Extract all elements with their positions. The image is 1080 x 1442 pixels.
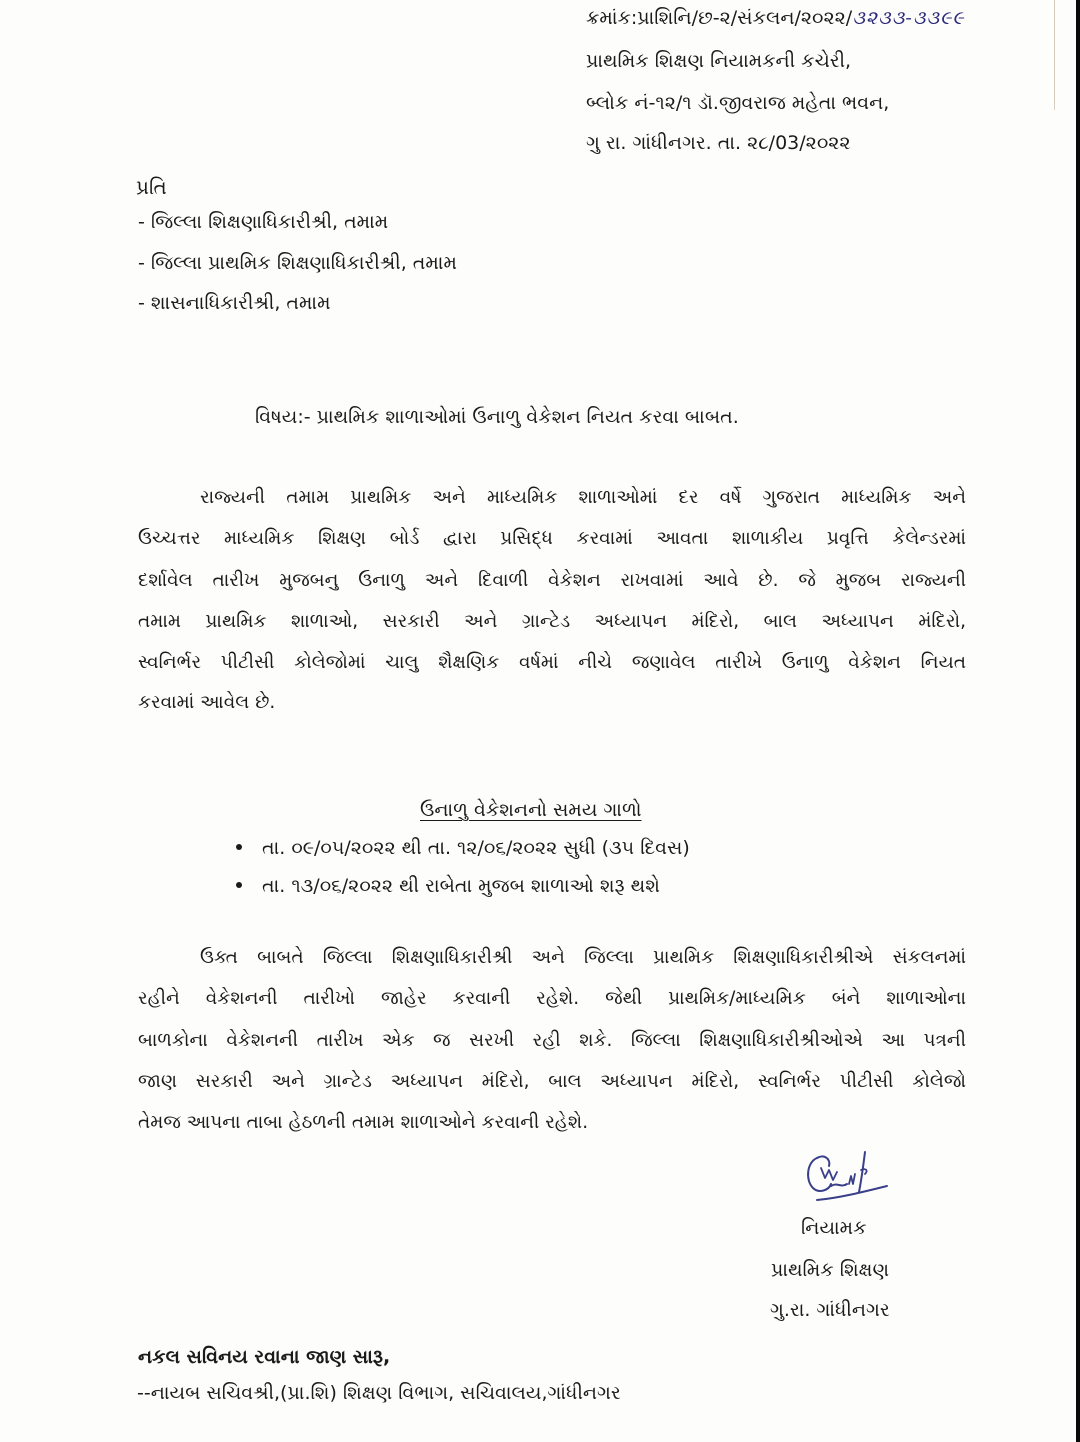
vacation-item bbox=[236, 836, 690, 860]
copy-to-item: --નાયબ સચિવશ્રી,(પ્રા.શિ) શિક્ષણ વિભાગ, સચિવાલય,ગાંધીનગર bbox=[137, 1382, 621, 1404]
paragraph2-line: બાળકોના વેકેશનની તારીખ એક જ સરખી રહી શકે. જિલ્લા શિક્ષણાધિકારીશ્રીઓએ આ પત્રની bbox=[138, 1030, 966, 1051]
scan-edge-border bbox=[1076, 0, 1080, 1442]
copy-to-label: નકલ સવિનય રવાના જાણ સારૂ, bbox=[138, 1346, 391, 1368]
office-address: બ્લોક નં-૧૨/૧ ડૉ.જીવરાજ મહેતા ભવન, bbox=[586, 92, 890, 114]
recipient-item: - શાસનાધિકારીશ્રી, તમામ bbox=[138, 292, 331, 314]
recipients-label: પ્રતિ bbox=[136, 175, 167, 199]
bullet-icon bbox=[236, 844, 242, 850]
office-name: પ્રાથમિક શિક્ષણ નિયામકની કચેરી, bbox=[586, 50, 852, 72]
paragraph1-line: તમામ પ્રાથમિક શાળાઓ, સરકારી અને ગ્રાન્ટેડ અધ્યાપન મંદિરો, બાલ અધ્યાપન મંદિરો, bbox=[138, 611, 966, 632]
paragraph1-line: કરવામાં આવેલ છે. bbox=[138, 692, 276, 713]
paragraph1-line: દર્શાવેલ તારીખ મુજબનુ ઉનાળુ અને દિવાળી વેકેશન રાખવામાં આવે છે. જે મુજબ રાજ્યની bbox=[138, 570, 966, 591]
recipient-item: - જિલ્લા પ્રાથમિક શિક્ષણાધિકારીશ્રી, તમામ bbox=[138, 252, 457, 274]
paragraph2-line: જાણ સરકારી અને ગ્રાન્ટેડ અધ્યાપન મંદિરો, બાલ અધ્યાપન મંદિરો, સ્વનિર્ભર પીટીસી કોલેજો bbox=[138, 1071, 966, 1092]
vacation-item bbox=[236, 874, 660, 898]
paragraph1-line: સ્વનિર્ભર પીટીસી કોલેજોમાં ચાલુ શૈક્ષણિક વર્ષમાં નીચે જણાવેલ તારીખે ઉનાળુ વેકેશન નિયત bbox=[138, 652, 966, 673]
signatory-title: નિયામક bbox=[801, 1217, 867, 1239]
recipient-item: - જિલ્લા શિક્ષણાધિકારીશ્રી, તમામ bbox=[138, 211, 389, 233]
paragraph1-line: ઉચ્ચત્તર માધ્યમિક શિક્ષણ બોર્ડ દ્વારા પ્રસિદ્ધ કરવામાં આવતા શાળાકીય પ્રવૃત્તિ કેલેન્ડરમાં bbox=[138, 528, 966, 549]
city-date: ગુ રા. ગાંધીનગર. તા. ૨૮/03/૨૦૨૨ bbox=[586, 132, 851, 154]
paragraph2-line: ઉક્ત બાબતે જિલ્લા શિક્ષણાધિકારીશ્રી અને જિલ્લા પ્રાથમિક શિક્ષણાધિકારીશ્રીએ સંકલનમાં bbox=[200, 947, 966, 968]
paragraph2-line: રહીને વેકેશનની તારીખો જાહેર કરવાની રહેશે. જેથી પ્રાથમિક/માધ્યમિક બંને શાળાઓના bbox=[138, 988, 966, 1009]
signatory-location: ગુ.રા. ગાંધીનગર bbox=[770, 1299, 890, 1321]
signatory-department: પ્રાથમિક શિક્ષણ bbox=[771, 1259, 890, 1281]
reference-prefix: ક્રમાંક:પ્રાશિનિ/છ-૨/સંકલન/૨૦૨૨/ bbox=[586, 7, 853, 29]
reference-number bbox=[586, 6, 965, 30]
vacation-heading: ઉનાળુ વેકેશનનો સમય ગાળો bbox=[420, 799, 642, 821]
signature-image bbox=[803, 1148, 893, 1208]
subject-line: વિષય:- પ્રાથમિક શાળાઓમાં ઉનાળુ વેકેશન નિયત કરવા બાબત. bbox=[255, 406, 739, 428]
bullet-icon bbox=[236, 882, 242, 888]
vacation-item-text: તા. ૦૯/૦૫/૨૦૨૨ થી તા. ૧૨/૦૬/૨૦૨૨ સુધી (૩૫ દિવસ) bbox=[262, 837, 690, 859]
vacation-item-text: તા. ૧૩/૦૬/૨૦૨૨ થી રાબેતા મુજબ શાળાઓ શરૂ થશે bbox=[262, 875, 660, 897]
paragraph2-line: તેમજ આપના તાબા હેઠળની તમામ શાળાઓને કરવાની રહેશે. bbox=[138, 1112, 589, 1133]
paragraph1-line: રાજ્યની તમામ પ્રાથમિક અને માધ્યમિક શાળાઓમાં દર વર્ષે ગુજરાત માધ્યમિક અને bbox=[200, 487, 966, 508]
reference-handwritten: ૩૨૩૩-૩૩૯૯ bbox=[852, 7, 965, 29]
paper-fold-line bbox=[1054, 0, 1055, 110]
